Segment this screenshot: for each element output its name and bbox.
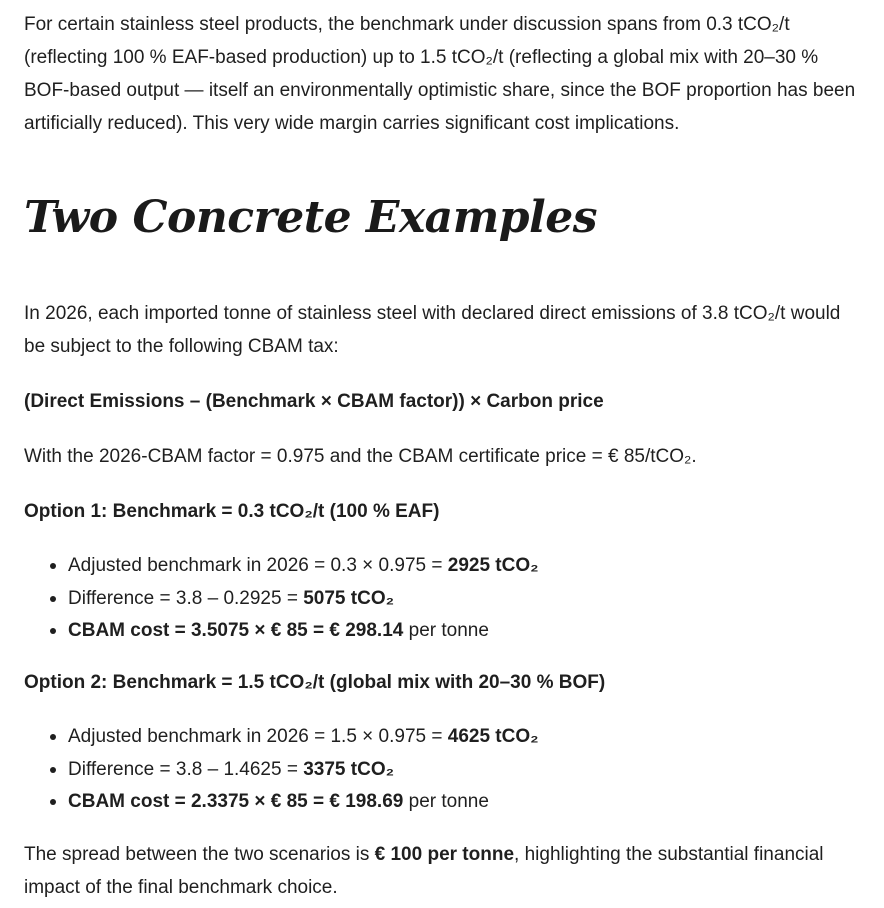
section-heading: Two Concrete Examples: [24, 192, 597, 243]
factor-paragraph: With the 2026-CBAM factor = 0.975 and the CBAM certificate price = € 85/tCO₂.: [24, 446, 697, 467]
list-item: [68, 583, 868, 616]
list-item-suffix: per tonne: [403, 620, 489, 641]
list-item: [68, 550, 868, 583]
option-1-list: [24, 550, 868, 648]
list-item-bold: 4625 tCO₂: [447, 726, 539, 747]
list-item: [68, 786, 868, 819]
list-item-bold: CBAM cost = 3.5075 × € 85 = € 298.14: [68, 620, 404, 641]
option-2-list: [24, 721, 868, 819]
list-item: [68, 721, 868, 754]
list-item-text: Difference = 3.8 – 0.2925 =: [68, 587, 304, 609]
list-item: [68, 615, 868, 648]
list-item-bold: CBAM cost = 2.3375 × € 85 = € 198.69: [68, 791, 404, 812]
spread-text-after: , highlighting the substantial financial impact of the final benchmark choice.: [24, 844, 824, 898]
list-item-suffix: per tonne: [403, 791, 489, 812]
spread-amount: € 100 per tonne: [374, 844, 515, 865]
list-item-text: Difference = 3.8 – 1.4625 =: [68, 758, 304, 780]
list-item: [68, 754, 868, 787]
list-item-text: Adjusted benchmark in 2026 = 1.5 × 0.975 =: [68, 726, 448, 747]
option-2-title: Option 2: Benchmark = 1.5 tCO₂/t (global mix with 20–30 % BOF): [24, 672, 606, 693]
intro-paragraph: For certain stainless steel products, the benchmark under discussion spans from 0.3 tCO₂/t (reflecting 100 % EAF-based production) up to 1.5 tCO₂/t (reflecting a global mix with 20–30 % BOF-based output — itself an environmentally optimistic share, since the BOF proportion has been artificially reduced). This very wide margin carries significant cost implications.: [24, 14, 856, 134]
list-item-bold: 3375 tCO₂: [303, 758, 395, 780]
list-item-text: Adjusted benchmark in 2026 = 0.3 × 0.975 =: [68, 555, 448, 576]
example-intro-paragraph: In 2026, each imported tonne of stainless steel with declared direct emissions of 3.8 tCO₂/t would be subject to the following CBAM tax:: [24, 303, 841, 357]
spread-text-before: The spread between the two scenarios is: [24, 844, 375, 865]
spread-paragraph: [24, 838, 864, 904]
list-item-bold: 2925 tCO₂: [447, 555, 539, 576]
option-1-title: Option 1: Benchmark = 0.3 tCO₂/t (100 % EAF): [24, 501, 440, 522]
list-item-bold: 5075 tCO₂: [303, 587, 395, 609]
cbam-formula: (Direct Emissions – (Benchmark × CBAM factor)) × Carbon price: [24, 391, 604, 412]
